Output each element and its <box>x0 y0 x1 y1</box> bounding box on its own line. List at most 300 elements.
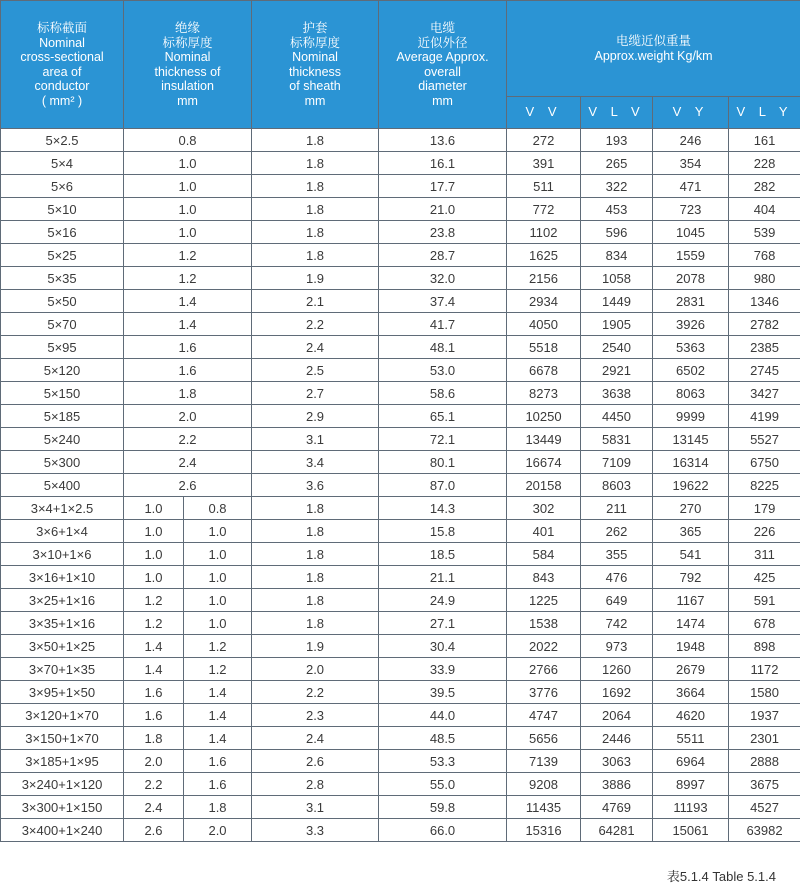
header-vly: V L Y <box>729 97 800 129</box>
cell-section: 3×120+1×70 <box>1 704 124 727</box>
cell-diameter: 80.1 <box>379 451 507 474</box>
cell-vv: 401 <box>507 520 581 543</box>
table-row <box>1 152 800 175</box>
cell-insulation: 1.8 <box>124 382 252 405</box>
cell-vly: 539 <box>729 221 800 244</box>
cell-sheath: 3.1 <box>252 428 379 451</box>
table-row <box>1 428 800 451</box>
cell-section: 5×10 <box>1 198 124 221</box>
cell-vv: 1538 <box>507 612 581 635</box>
cell-vv: 2766 <box>507 658 581 681</box>
cell-diameter: 21.0 <box>379 198 507 221</box>
cell-vlv: 1692 <box>581 681 653 704</box>
cell-vlv: 262 <box>581 520 653 543</box>
cell-insulation: 1.2 <box>124 267 252 290</box>
cell-insulation-phase: 1.4 <box>124 658 184 681</box>
header-text: 电缆 <box>430 21 456 35</box>
cell-vlv: 973 <box>581 635 653 658</box>
cell-vy: 792 <box>653 566 729 589</box>
table-row <box>1 244 800 267</box>
table-row <box>1 589 800 612</box>
cell-vly: 2745 <box>729 359 800 382</box>
cell-insulation: 1.0 <box>124 152 252 175</box>
cell-vv: 1225 <box>507 589 581 612</box>
cell-section: 3×95+1×50 <box>1 681 124 704</box>
cell-diameter: 18.5 <box>379 543 507 566</box>
header-text: diameter <box>418 79 467 93</box>
cell-insulation-neutral: 1.2 <box>184 658 252 681</box>
cell-vy: 2679 <box>653 658 729 681</box>
cell-vlv: 4450 <box>581 405 653 428</box>
cell-vv: 11435 <box>507 796 581 819</box>
cell-vy: 365 <box>653 520 729 543</box>
cell-vy: 1167 <box>653 589 729 612</box>
header-text: area of <box>42 64 82 79</box>
cell-diameter: 23.8 <box>379 221 507 244</box>
cell-vv: 1625 <box>507 244 581 267</box>
cell-vv: 272 <box>507 129 581 152</box>
table-row <box>1 773 800 796</box>
cell-insulation: 1.4 <box>124 290 252 313</box>
cell-vly: 1580 <box>729 681 800 704</box>
cell-section: 3×25+1×16 <box>1 589 124 612</box>
cell-vy: 3926 <box>653 313 729 336</box>
table-row <box>1 175 800 198</box>
cell-sheath: 3.3 <box>252 819 379 842</box>
table-row <box>1 658 800 681</box>
cell-sheath: 2.6 <box>252 750 379 773</box>
table-row <box>1 382 800 405</box>
cell-diameter: 27.1 <box>379 612 507 635</box>
cell-diameter: 39.5 <box>379 681 507 704</box>
table-row <box>1 129 800 152</box>
cell-insulation-neutral: 1.0 <box>184 543 252 566</box>
cell-section: 5×240 <box>1 428 124 451</box>
cell-section: 5×400 <box>1 474 124 497</box>
header-cross-section <box>1 1 124 129</box>
cell-insulation-neutral: 1.2 <box>184 635 252 658</box>
cell-vly: 161 <box>729 129 800 152</box>
header-text: mm <box>177 93 198 108</box>
cell-insulation: 1.6 <box>124 359 252 382</box>
cell-vly: 1937 <box>729 704 800 727</box>
cell-sheath: 2.4 <box>252 336 379 359</box>
cell-sheath: 1.8 <box>252 221 379 244</box>
table-caption: 表5.1.4 Table 5.1.4 <box>666 869 776 884</box>
cell-vy: 541 <box>653 543 729 566</box>
cell-sheath: 1.8 <box>252 543 379 566</box>
header-text: 标称截面 <box>36 21 87 35</box>
cell-vly: 3427 <box>729 382 800 405</box>
cell-insulation-phase: 1.0 <box>124 543 184 566</box>
header-text: Average Approx. <box>396 50 489 64</box>
cell-vv: 5518 <box>507 336 581 359</box>
cell-diameter: 66.0 <box>379 819 507 842</box>
cell-sheath: 2.3 <box>252 704 379 727</box>
cell-vv: 3776 <box>507 681 581 704</box>
header-text: 标称厚度 <box>290 35 341 50</box>
cell-sheath: 1.8 <box>252 497 379 520</box>
cell-vlv: 1058 <box>581 267 653 290</box>
cell-diameter: 14.3 <box>379 497 507 520</box>
cell-vy: 19622 <box>653 474 729 497</box>
cell-vly: 678 <box>729 612 800 635</box>
cell-vlv: 322 <box>581 175 653 198</box>
table-row <box>1 681 800 704</box>
cell-diameter: 58.6 <box>379 382 507 405</box>
table-row <box>1 566 800 589</box>
cell-insulation-phase: 1.6 <box>124 704 184 727</box>
cell-sheath: 2.8 <box>252 773 379 796</box>
cell-vlv: 265 <box>581 152 653 175</box>
cell-section: 3×70+1×35 <box>1 658 124 681</box>
cell-insulation-phase: 1.0 <box>124 520 184 543</box>
cell-insulation-phase: 1.2 <box>124 589 184 612</box>
cell-insulation-phase: 1.0 <box>124 497 184 520</box>
cell-vy: 270 <box>653 497 729 520</box>
cell-insulation-neutral: 1.0 <box>184 589 252 612</box>
cell-diameter: 53.0 <box>379 359 507 382</box>
cell-diameter: 32.0 <box>379 267 507 290</box>
cell-vy: 1559 <box>653 244 729 267</box>
header-text: 标称厚度 <box>162 35 213 50</box>
cell-vv: 10250 <box>507 405 581 428</box>
cell-vy: 1474 <box>653 612 729 635</box>
cell-vly: 2782 <box>729 313 800 336</box>
cell-sheath: 1.9 <box>252 635 379 658</box>
cell-vlv: 742 <box>581 612 653 635</box>
cell-vv: 2156 <box>507 267 581 290</box>
header-diameter <box>379 1 507 129</box>
cell-insulation-phase: 1.4 <box>124 635 184 658</box>
cell-vv: 1102 <box>507 221 581 244</box>
table-body <box>1 129 800 842</box>
table-row <box>1 612 800 635</box>
cell-vy: 5511 <box>653 727 729 750</box>
cell-vv: 2022 <box>507 635 581 658</box>
header-text: 护套 <box>302 21 328 35</box>
header-text: mm <box>432 93 453 108</box>
cell-section: 3×400+1×240 <box>1 819 124 842</box>
cell-vv: 20158 <box>507 474 581 497</box>
cell-vly: 226 <box>729 520 800 543</box>
cell-insulation: 1.0 <box>124 221 252 244</box>
cell-section: 3×4+1×2.5 <box>1 497 124 520</box>
header-text: Nominal <box>164 50 211 64</box>
cell-diameter: 53.3 <box>379 750 507 773</box>
cell-vlv: 2446 <box>581 727 653 750</box>
cell-diameter: 48.5 <box>379 727 507 750</box>
cell-insulation-phase: 2.6 <box>124 819 184 842</box>
cell-vv: 13449 <box>507 428 581 451</box>
cell-vy: 246 <box>653 129 729 152</box>
cell-sheath: 1.8 <box>252 589 379 612</box>
cell-insulation-neutral: 1.8 <box>184 796 252 819</box>
cell-vy: 1045 <box>653 221 729 244</box>
cell-sheath: 1.9 <box>252 267 379 290</box>
cell-section: 5×70 <box>1 313 124 336</box>
header-text: ( mm² ) <box>41 93 83 108</box>
cell-insulation-neutral: 1.6 <box>184 750 252 773</box>
cell-sheath: 1.8 <box>252 244 379 267</box>
cell-sheath: 1.8 <box>252 520 379 543</box>
cell-sheath: 3.1 <box>252 796 379 819</box>
cell-sheath: 3.6 <box>252 474 379 497</box>
cell-sheath: 1.8 <box>252 152 379 175</box>
cell-vlv: 1449 <box>581 290 653 313</box>
table-row <box>1 543 800 566</box>
header-text: mm <box>304 93 326 108</box>
cell-diameter: 55.0 <box>379 773 507 796</box>
cell-vv: 8273 <box>507 382 581 405</box>
cell-vy: 723 <box>653 198 729 221</box>
cell-vv: 511 <box>507 175 581 198</box>
table-row <box>1 819 800 842</box>
cell-section: 3×10+1×6 <box>1 543 124 566</box>
cell-vlv: 355 <box>581 543 653 566</box>
cell-insulation: 1.6 <box>124 336 252 359</box>
cell-vy: 2831 <box>653 290 729 313</box>
cell-insulation-neutral: 1.4 <box>184 727 252 750</box>
cell-diameter: 72.1 <box>379 428 507 451</box>
cell-sheath: 2.7 <box>252 382 379 405</box>
cell-insulation-phase: 2.2 <box>124 773 184 796</box>
cell-insulation: 1.0 <box>124 175 252 198</box>
cell-insulation: 1.4 <box>124 313 252 336</box>
cell-sheath: 3.4 <box>252 451 379 474</box>
cell-section: 5×6 <box>1 175 124 198</box>
cell-vy: 5363 <box>653 336 729 359</box>
cell-vly: 980 <box>729 267 800 290</box>
cell-vlv: 211 <box>581 497 653 520</box>
cell-vy: 6964 <box>653 750 729 773</box>
cell-sheath: 2.1 <box>252 290 379 313</box>
cell-vlv: 3063 <box>581 750 653 773</box>
cell-sheath: 1.8 <box>252 175 379 198</box>
cell-vly: 228 <box>729 152 800 175</box>
cell-insulation-neutral: 2.0 <box>184 819 252 842</box>
cell-vly: 2888 <box>729 750 800 773</box>
cell-vy: 13145 <box>653 428 729 451</box>
header-text: thickness of <box>154 64 221 79</box>
cell-vy: 8063 <box>653 382 729 405</box>
cell-vlv: 3638 <box>581 382 653 405</box>
cell-insulation-neutral: 1.4 <box>184 704 252 727</box>
cell-sheath: 1.8 <box>252 129 379 152</box>
cell-sheath: 1.8 <box>252 198 379 221</box>
cell-vy: 8997 <box>653 773 729 796</box>
cell-vly: 311 <box>729 543 800 566</box>
cell-diameter: 13.6 <box>379 129 507 152</box>
cell-vlv: 453 <box>581 198 653 221</box>
cell-vly: 425 <box>729 566 800 589</box>
cell-vly: 768 <box>729 244 800 267</box>
cell-vlv: 1260 <box>581 658 653 681</box>
cell-vy: 4620 <box>653 704 729 727</box>
cell-insulation-phase: 2.0 <box>124 750 184 773</box>
cell-vlv: 7109 <box>581 451 653 474</box>
cell-section: 5×300 <box>1 451 124 474</box>
cell-insulation: 2.4 <box>124 451 252 474</box>
header-text: conductor <box>34 79 90 93</box>
table-row <box>1 198 800 221</box>
cell-diameter: 65.1 <box>379 405 507 428</box>
cell-section: 5×50 <box>1 290 124 313</box>
cell-diameter: 59.8 <box>379 796 507 819</box>
cell-vv: 391 <box>507 152 581 175</box>
cell-diameter: 33.9 <box>379 658 507 681</box>
cell-insulation: 1.0 <box>124 198 252 221</box>
cell-vly: 8225 <box>729 474 800 497</box>
cell-vv: 16674 <box>507 451 581 474</box>
cell-insulation-phase: 1.8 <box>124 727 184 750</box>
cell-sheath: 1.8 <box>252 566 379 589</box>
cell-vv: 4050 <box>507 313 581 336</box>
cell-vlv: 476 <box>581 566 653 589</box>
cell-vly: 282 <box>729 175 800 198</box>
cell-vly: 179 <box>729 497 800 520</box>
cell-vy: 2078 <box>653 267 729 290</box>
cell-insulation: 2.6 <box>124 474 252 497</box>
cell-sheath: 2.2 <box>252 681 379 704</box>
cell-vlv: 834 <box>581 244 653 267</box>
cell-vv: 772 <box>507 198 581 221</box>
cell-insulation: 2.0 <box>124 405 252 428</box>
cell-vly: 591 <box>729 589 800 612</box>
cell-section: 3×6+1×4 <box>1 520 124 543</box>
cell-vy: 3664 <box>653 681 729 704</box>
cell-diameter: 44.0 <box>379 704 507 727</box>
cell-vly: 6750 <box>729 451 800 474</box>
table-row <box>1 451 800 474</box>
cell-vy: 354 <box>653 152 729 175</box>
cell-sheath: 2.4 <box>252 727 379 750</box>
table-row <box>1 474 800 497</box>
cell-vv: 4747 <box>507 704 581 727</box>
cell-insulation-phase: 1.6 <box>124 681 184 704</box>
table-row <box>1 750 800 773</box>
cell-vlv: 2921 <box>581 359 653 382</box>
table-header <box>1 1 800 129</box>
header-text: of sheath <box>289 79 341 93</box>
header-insulation <box>124 1 252 129</box>
cell-section: 3×16+1×10 <box>1 566 124 589</box>
table-row <box>1 796 800 819</box>
cell-sheath: 2.2 <box>252 313 379 336</box>
cell-diameter: 48.1 <box>379 336 507 359</box>
cell-vlv: 3886 <box>581 773 653 796</box>
cell-vy: 471 <box>653 175 729 198</box>
cell-vv: 7139 <box>507 750 581 773</box>
cell-vly: 2301 <box>729 727 800 750</box>
cell-vv: 584 <box>507 543 581 566</box>
header-text: Nominal <box>39 35 85 50</box>
cell-diameter: 37.4 <box>379 290 507 313</box>
header-vv: V V <box>507 97 581 129</box>
cell-vlv: 64281 <box>581 819 653 842</box>
table-row <box>1 520 800 543</box>
cell-vy: 15061 <box>653 819 729 842</box>
cell-vly: 404 <box>729 198 800 221</box>
header-text: Nominal <box>292 50 338 64</box>
table-row <box>1 221 800 244</box>
cell-diameter: 21.1 <box>379 566 507 589</box>
cell-vlv: 5831 <box>581 428 653 451</box>
cell-insulation: 2.2 <box>124 428 252 451</box>
header-vy: V Y <box>653 97 729 129</box>
table-row <box>1 635 800 658</box>
cell-vv: 15316 <box>507 819 581 842</box>
cell-insulation-neutral: 1.4 <box>184 681 252 704</box>
cell-vv: 6678 <box>507 359 581 382</box>
cell-diameter: 15.8 <box>379 520 507 543</box>
header-text: overall <box>424 64 461 79</box>
header-text: 绝缘 <box>175 21 201 35</box>
cell-vv: 5656 <box>507 727 581 750</box>
cell-section: 5×185 <box>1 405 124 428</box>
cell-vv: 843 <box>507 566 581 589</box>
cell-vly: 4527 <box>729 796 800 819</box>
header-weight <box>507 1 800 97</box>
cell-section: 5×95 <box>1 336 124 359</box>
table-row <box>1 336 800 359</box>
cell-section: 5×25 <box>1 244 124 267</box>
cell-vy: 6502 <box>653 359 729 382</box>
cell-sheath: 2.9 <box>252 405 379 428</box>
cell-diameter: 41.7 <box>379 313 507 336</box>
cell-section: 5×4 <box>1 152 124 175</box>
cell-vy: 1948 <box>653 635 729 658</box>
cell-vy: 9999 <box>653 405 729 428</box>
cell-diameter: 30.4 <box>379 635 507 658</box>
cell-vlv: 2540 <box>581 336 653 359</box>
cell-vly: 5527 <box>729 428 800 451</box>
table-row <box>1 267 800 290</box>
table-row <box>1 313 800 336</box>
header-sheath <box>252 1 379 129</box>
cell-vly: 1172 <box>729 658 800 681</box>
cell-vly: 2385 <box>729 336 800 359</box>
header-text: insulation <box>161 79 214 93</box>
cell-section: 3×185+1×95 <box>1 750 124 773</box>
cell-insulation-neutral: 1.0 <box>184 566 252 589</box>
cell-vlv: 4769 <box>581 796 653 819</box>
cell-diameter: 24.9 <box>379 589 507 612</box>
cell-section: 5×120 <box>1 359 124 382</box>
cell-diameter: 17.7 <box>379 175 507 198</box>
header-text: cross-sectional <box>20 50 104 64</box>
cell-insulation: 0.8 <box>124 129 252 152</box>
cell-vly: 1346 <box>729 290 800 313</box>
cell-vv: 302 <box>507 497 581 520</box>
table-row <box>1 704 800 727</box>
cell-insulation-phase: 1.0 <box>124 566 184 589</box>
cell-section: 3×50+1×25 <box>1 635 124 658</box>
cell-vlv: 193 <box>581 129 653 152</box>
cell-sheath: 2.0 <box>252 658 379 681</box>
cell-sheath: 2.5 <box>252 359 379 382</box>
header-text: 电缆近似重量 <box>616 34 692 48</box>
cell-vlv: 596 <box>581 221 653 244</box>
cell-vv: 9208 <box>507 773 581 796</box>
cell-vly: 3675 <box>729 773 800 796</box>
header-text: thickness <box>288 64 342 79</box>
cell-insulation-phase: 1.2 <box>124 612 184 635</box>
cell-section: 3×240+1×120 <box>1 773 124 796</box>
cell-section: 5×2.5 <box>1 129 124 152</box>
table-row <box>1 359 800 382</box>
cell-section: 3×35+1×16 <box>1 612 124 635</box>
